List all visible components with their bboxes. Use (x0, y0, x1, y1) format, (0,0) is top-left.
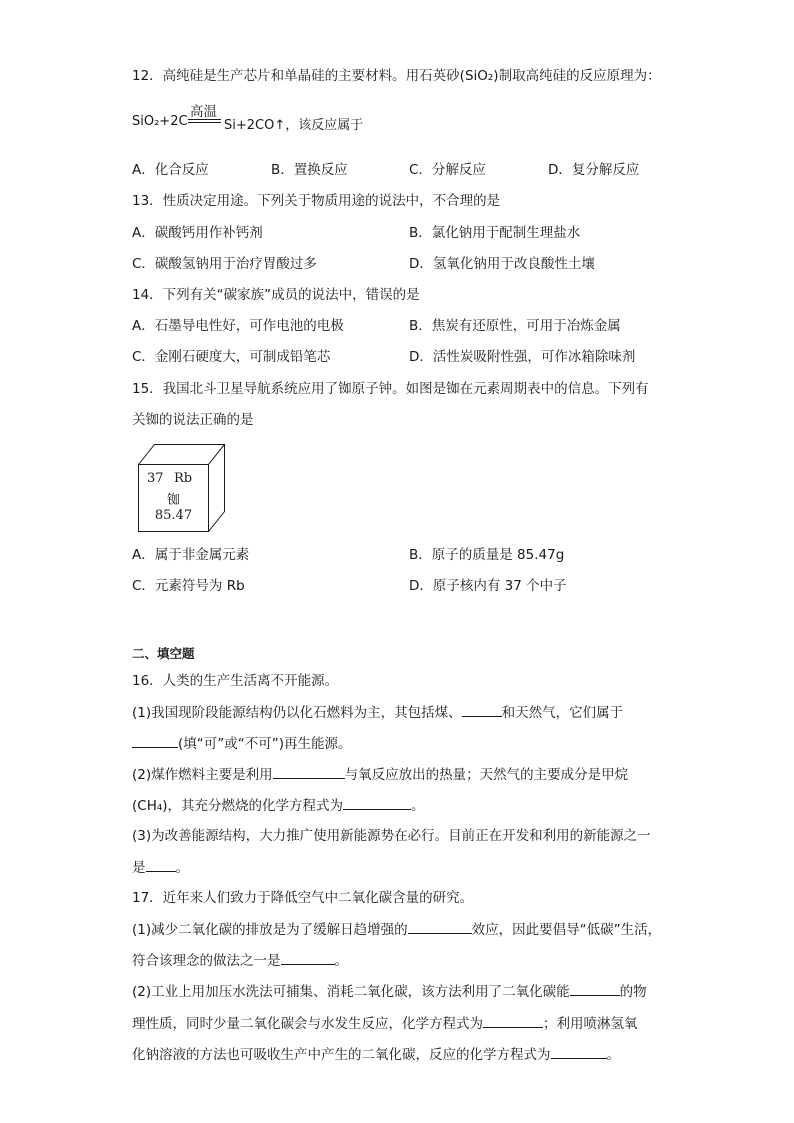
q12-eq-right: Si+2CO↑，该反应属于 (224, 118, 364, 133)
element-symbol: Rb (173, 471, 193, 486)
q13-stem: 13．性质决定用途。下列关于物质用途的说法中，不合理的是 (132, 193, 501, 209)
q16-p3-text-c: 。 (175, 860, 189, 876)
q17-p1-text-a: (1)减少二氧化碳的排放是为了缓解日趋增强的 (132, 922, 408, 938)
q17-p2-text-c: 理性质，同时少量二氧化碳会与水发生反应，化学方程式为 (132, 1016, 483, 1032)
q16-p2-text-d: 。 (411, 798, 425, 814)
q16-part2-line1 (132, 764, 628, 785)
q17-p1-text-c: 符合该理念的做法之一是 (132, 953, 281, 969)
q14-option-b: B．焦炭有还原性，可用于冶炼金属 (409, 318, 621, 334)
section-title-fill-in: 二、填空题 (132, 646, 195, 661)
q12-eq-bar-bottom (188, 122, 221, 123)
q17-p2-text-e: 化钠溶液的方法也可吸收生产中产生的二氧化碳，反应的化学方程式为 (132, 1047, 551, 1063)
q17-blank-4[interactable] (483, 1013, 543, 1028)
q17-blank-5[interactable] (551, 1044, 607, 1059)
q17-p2-text-d: ；利用喷淋氢氧 (543, 1016, 638, 1032)
q17-blank-1[interactable] (408, 919, 472, 934)
element-name: 铷 (166, 493, 180, 508)
q17-p2-text-a: (2)工业上用加压水洗法可捕集、消耗二氧化碳，该方法利用了二氧化碳能 (132, 984, 570, 1000)
q12-eq-left: SiO₂+2C (132, 114, 188, 129)
q16-stem: 16．人类的生产生活离不开能源。 (132, 673, 339, 689)
q16-p2-text-c: (CH₄)，其充分燃烧的化学方程式为 (132, 798, 344, 814)
q13-option-a: A．碳酸钙用作补钙剂 (132, 225, 263, 241)
q16-blank-1[interactable] (462, 702, 502, 717)
q16-blank-2[interactable] (132, 733, 178, 748)
q17-blank-2[interactable] (281, 950, 335, 965)
q16-part1-line2 (132, 733, 352, 754)
q16-part3-line2 (132, 857, 189, 878)
q17-part1-line2 (132, 950, 348, 971)
q16-p1-text-b: 和天然气，它们属于 (501, 705, 624, 721)
q17-p1-text-d: 。 (334, 953, 348, 969)
q14-option-c: C．金刚石硬度大，可制成铅笔芯 (132, 349, 331, 365)
q15-stem-line1: 15．我国北斗卫星导航系统应用了铷原子钟。如图是铷在元素周期表中的信息。下列有 (132, 381, 649, 397)
q16-part2-line2 (132, 795, 425, 816)
q17-blank-3[interactable] (570, 981, 620, 996)
q12-option-a: A．化合反应 (132, 162, 209, 178)
q17-part2-line2 (132, 1013, 638, 1034)
q17-stem: 17．近年来人们致力于降低空气中二氧化碳含量的研究。 (132, 890, 474, 906)
q13-option-b: B．氯化钠用于配制生理盐水 (409, 225, 581, 241)
q16-blank-4[interactable] (343, 795, 411, 810)
q12-option-c: C．分解反应 (409, 162, 486, 178)
q17-part2-line3 (132, 1044, 620, 1065)
q17-p2-text-b: 的物 (619, 984, 647, 1000)
element-atomic-number: 37 (147, 471, 164, 486)
q13-option-c: C．碳酸氢钠用于治疗胃酸过多 (132, 256, 317, 272)
q13-option-d: D．氢氧化钠用于改良酸性土壤 (409, 256, 595, 272)
q15-option-a: A．属于非金属元素 (132, 547, 250, 563)
q16-part3-line1: (3)为改善能源结构，大力推广使用新能源势在必行。目前正在开发和利用的新能源之一 (132, 828, 651, 844)
q16-p1-text-a: (1)我国现阶段能源结构仍以化石燃料为主，其包括煤、 (132, 705, 462, 721)
q12-option-d: D．复分解反应 (548, 162, 640, 178)
q14-option-a: A．石墨导电性好，可作电池的电极 (132, 318, 344, 334)
q15-option-c: C．元素符号为 Rb (132, 578, 245, 594)
q15-option-d: D．原子核内有 37 个中子 (409, 578, 567, 594)
q17-part1-line1 (132, 919, 661, 940)
q12-option-b: B．置换反应 (271, 162, 348, 178)
element-atomic-mass: 85.47 (154, 508, 193, 523)
q16-p2-text-b: 与氧反应放出的热量；天然气的主要成分是甲烷 (344, 767, 629, 783)
q16-blank-5[interactable] (146, 857, 176, 872)
q17-part2-line1 (132, 981, 647, 1002)
q16-p1-text-c: (填“可”或“不可”)再生能源。 (178, 736, 352, 752)
q17-p1-text-b: 效应，因此要倡导“低碳”生活， (471, 922, 662, 938)
q16-blank-3[interactable] (273, 764, 345, 779)
q14-option-d: D．活性炭吸附性强，可作冰箱除味剂 (409, 349, 636, 365)
q15-option-b: B．原子的质量是 85.47g (409, 547, 565, 563)
q17-p2-text-f: 。 (606, 1047, 620, 1063)
q12-eq-condition: 高温 (190, 104, 217, 120)
q16-p3-text-b: 是 (132, 860, 146, 876)
q12-eq-bar-top (188, 119, 221, 120)
rubidium-element-card (138, 444, 228, 536)
q16-p2-text-a: (2)煤作燃料主要是利用 (132, 767, 273, 783)
q15-stem-line2: 关铷的说法正确的是 (132, 412, 254, 428)
q16-part1-line1 (132, 702, 623, 723)
q12-stem: 12．高纯硅是生产芯片和单晶硅的主要材料。用石英砂(SiO₂)制取高纯硅的反应原理为： (132, 68, 661, 84)
q14-stem: 14．下列有关“碳家族”成员的说法中，错误的是 (132, 287, 420, 303)
